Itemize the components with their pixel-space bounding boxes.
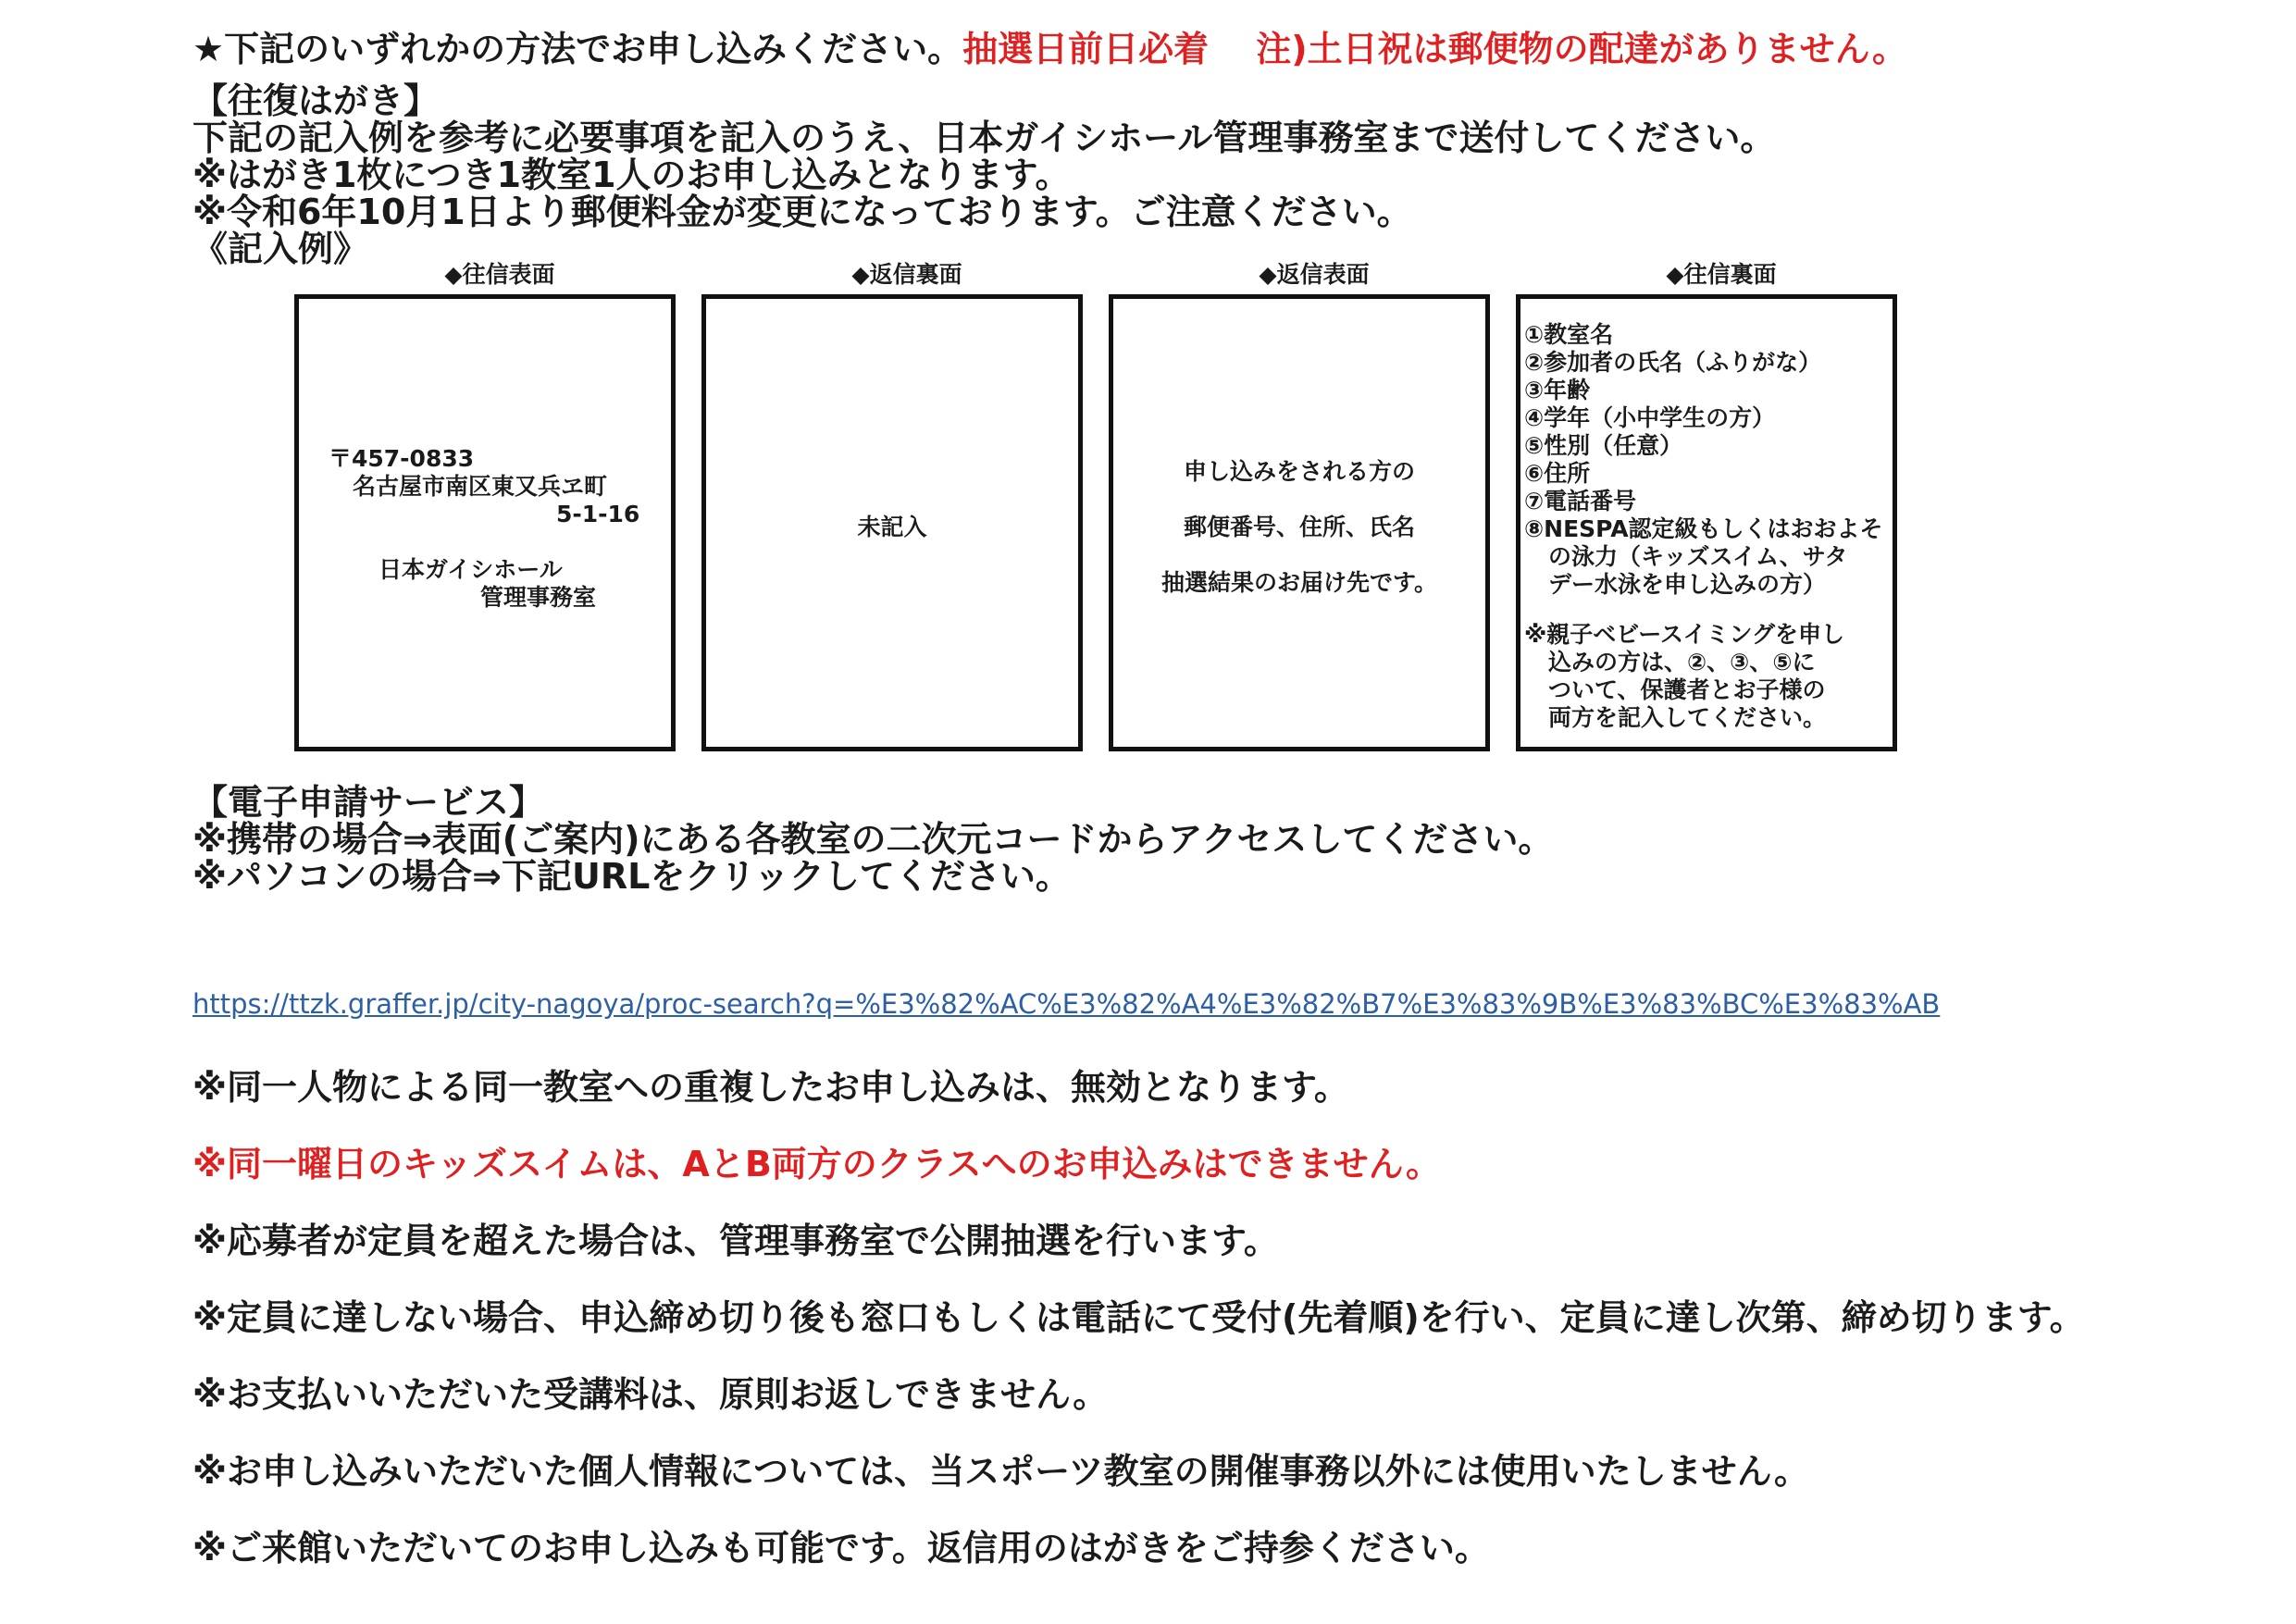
not-filled-text: 未記入 [857, 514, 927, 540]
note-walk-in: ※ご来館いただいてのお申し込みも可能です。返信用のはがきをご持参ください。 [192, 1528, 1490, 1568]
mobile-access-note: ※携帯の場合⇒表面(ご案内)にある各教室の二次元コードからアクセスしてください。 [192, 819, 1554, 860]
field-swimming-level: ⑧NESPA認定級もしくはおおよそ [1524, 515, 1883, 542]
field-class-name: ①教室名 [1524, 321, 1614, 348]
baby-swim-note-cont2: ついて、保護者とお子様の [1548, 676, 1826, 703]
card-outgoing-back [1516, 294, 1897, 751]
application-url-link[interactable]: https://ttzk.graffer.jp/city-nagoya/proc-search?q=%E3%82%AC%E3%82%A4%E3%82%B7%E3%83%9B%E3%83%BC%E3%83%AB [192, 988, 1941, 1020]
reply-front-line-3: 抽選結果のお届け先です。 [1160, 569, 1437, 596]
note-privacy: ※お申し込みいただいた個人情報については、当スポーツ教室の開催事務以外には使用いたしません。 [192, 1451, 1809, 1492]
note-lottery: ※応募者が定員を超えた場合は、管理事務室で公開抽選を行います。 [192, 1221, 1279, 1261]
electronic-section-title: 【電子申請サービス】 [192, 782, 545, 823]
recipient-hall: 日本ガイシホール [379, 556, 563, 583]
postcard-note-one-per-card: ※はがき1枚につき1教室1人のお申し込みとなります。 [192, 155, 1071, 195]
instruction-header [192, 30, 1907, 68]
deadline-notice: 抽選日前日必着 注)土日祝は郵便物の配達がありません。 [962, 29, 1907, 69]
field-swimming-level-cont2: デー水泳を申し込みの方） [1548, 571, 1827, 598]
pc-access-note: ※パソコンの場合⇒下記URLをクリックしてください。 [192, 856, 1071, 897]
postcard-section-title: 【往復はがき】 [192, 81, 440, 121]
card-reply-front [1109, 294, 1490, 751]
card-reply-back [701, 294, 1083, 751]
reply-front-line-1: 申し込みをされる方の [1183, 458, 1415, 485]
baby-swim-note: ※親子ベビースイミングを申し [1524, 621, 1845, 648]
baby-swim-note-cont3: 両方を記入してください。 [1548, 704, 1827, 731]
field-grade: ④学年（小中学生の方） [1524, 404, 1776, 431]
field-address: ⑥住所 [1524, 460, 1591, 487]
card-caption-outgoing-back: ◆往信裏面 [1666, 261, 1777, 288]
card-caption-reply-back: ◆返信裏面 [851, 261, 962, 288]
address-street: 名古屋市南区東又兵ヱ町 [353, 473, 608, 500]
example-label: 《記入例》 [192, 229, 369, 269]
address-number: 5-1-16 [556, 501, 640, 527]
note-first-come: ※定員に達しない場合、申込締め切り後も窓口もしくは電話にて受付(先着順)を行い、定員に達し次第、締め切ります。 [192, 1297, 2085, 1338]
field-swimming-level-cont1: の泳力（キッズスイム、サタ [1548, 543, 1848, 570]
baby-swim-note-cont1: 込みの方は、②、③、⑤に [1548, 649, 1816, 676]
card-caption-reply-front: ◆返信表面 [1259, 261, 1370, 288]
field-participant-name: ②参加者の氏名（ふりがな） [1524, 349, 1822, 376]
field-phone: ⑦電話番号 [1524, 488, 1637, 514]
card-caption-outgoing-front: ◆往信表面 [444, 261, 555, 288]
field-gender: ⑤性別（任意） [1524, 432, 1683, 459]
recipient-office: 管理事務室 [480, 584, 597, 611]
reply-front-line-2: 郵便番号、住所、氏名 [1183, 514, 1415, 540]
note-duplicate-invalid: ※同一人物による同一教室への重複したお申し込みは、無効となります。 [192, 1067, 1349, 1108]
field-age: ③年齢 [1524, 377, 1591, 403]
instruction-main: ★下記のいずれかの方法でお申し込みください。 [192, 29, 963, 69]
postcard-note-postage-change: ※令和6年10月1日より郵便料金が変更になっております。ご注意ください。 [192, 192, 1412, 232]
card-outgoing-front [294, 294, 676, 751]
postcard-instruction: 下記の記入例を参考に必要事項を記入のうえ、日本ガイシホール管理事務室まで送付してください。 [192, 118, 1776, 158]
note-kids-swim-ab: ※同一曜日のキッズスイムは、AとB両方のクラスへのお申込みはできません。 [192, 1144, 1441, 1184]
note-no-refund: ※お支払いいただいた受講料は、原則お返しできません。 [192, 1374, 1109, 1415]
postal-code: 〒457-0833 [329, 445, 475, 472]
